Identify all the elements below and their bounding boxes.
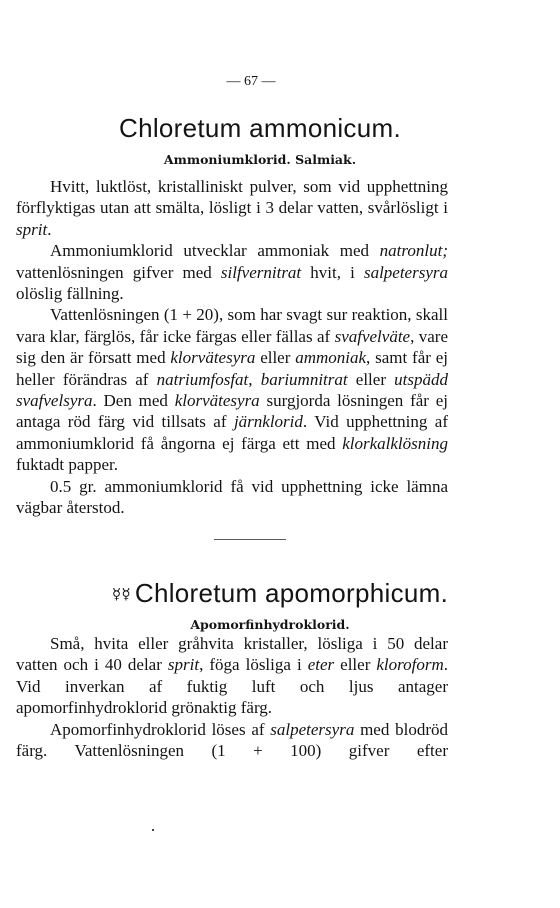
- text-run: eller: [334, 655, 377, 675]
- italic-term: salpetersyra: [270, 719, 355, 739]
- italic-term: utspädd svafvelsyra: [16, 369, 449, 411]
- text-run: Vattenlösningen (1 + 20), som har svagt sur reaktion, skall vara klar, färglös, får icke färgas eller fällas af: [16, 305, 448, 346]
- italic-term: svafvelväte: [334, 326, 411, 346]
- text-run: olöslig fällning.: [16, 284, 124, 304]
- italic-term: sprit: [167, 655, 200, 675]
- text-run: Ammoniumklorid utvecklar ammoniak med: [50, 241, 380, 261]
- italic-term: järnklorid: [233, 412, 303, 432]
- text-run: 0.5 gr. ammoniumklorid få vid upphettning icke lämna vägbar återstod.: [16, 476, 448, 518]
- italic-term: natriumfosfat: [156, 369, 249, 389]
- text-run: vattenlösningen gifver med: [16, 262, 221, 282]
- paragraph: [16, 719, 448, 762]
- italic-term: bariumnitrat: [260, 369, 348, 389]
- text-run: , föga lösliga i: [199, 655, 308, 675]
- text-run: Små, hvita eller gråhvita kristaller, lösliga i 50 delar vatten och i 40 delar: [16, 634, 448, 675]
- text-run: .: [47, 219, 52, 239]
- section-divider: [214, 539, 286, 540]
- text-run: Hvitt, luktlöst, kristalliniskt pulver, som vid upphettning förflyktigas utan att smälta, lösligt i 3 delar vatten, svårlösligt i: [16, 177, 448, 218]
- italic-term: natronlut;: [379, 241, 448, 261]
- italic-term: silfvernitrat: [220, 262, 302, 282]
- italic-term: kloroform: [376, 655, 444, 675]
- text-run: med blodröd färg. Vattenlösningen (1 + 100) gifver efter: [16, 719, 448, 761]
- italic-term: klorvätesyra: [174, 391, 260, 411]
- section-subtitle-apomorfinhydroklorid: Apomorfinhydroklorid.: [190, 617, 350, 632]
- text-run: , samt får ej heller förändras af: [16, 348, 448, 389]
- paragraph: [16, 476, 448, 519]
- text-run: , vare sig den är försatt med: [16, 326, 448, 368]
- section-title-text: Chloretum apomorphicum.: [134, 578, 449, 608]
- paragraph: [16, 633, 448, 719]
- italic-term: eter: [307, 655, 335, 675]
- text-run: . Vid inverkan af fuktig luft och ljus antager apomorfinhydroklorid grönaktig färg.: [16, 655, 449, 718]
- text-run: Apomorfinhydroklorid löses af: [50, 719, 271, 739]
- paragraph: [16, 304, 448, 475]
- text-run: fuktadt papper.: [16, 455, 118, 475]
- section-subtitle-ammoniumklorid: Ammoniumklorid. Salmiak.: [163, 152, 357, 167]
- section-title-chloretum-apomorphicum: [0, 578, 560, 609]
- print-speck: [152, 829, 154, 831]
- section-body-chloretum-apomorphicum: [16, 633, 448, 761]
- italic-term: ammoniak: [295, 348, 367, 368]
- section-title-chloretum-ammonicum: Chloretum ammonicum.: [119, 113, 401, 143]
- section-body-chloretum-ammonicum: [16, 176, 448, 519]
- text-run: ,: [248, 369, 261, 389]
- text-run: . Vid upphettning af ammoniumklorid få ångorna ej färga ett med: [16, 412, 448, 453]
- italic-term: klorkalklösning: [342, 433, 448, 453]
- page-number: — 67 —: [226, 74, 276, 89]
- poison-marks-icon: ☿☿: [111, 585, 131, 603]
- text-run: hvit, i: [301, 262, 364, 282]
- text-run: eller: [347, 369, 395, 389]
- paragraph: [16, 240, 448, 304]
- italic-term: sprit: [16, 219, 48, 239]
- text-run: . Den med: [92, 391, 175, 411]
- text-run: eller: [255, 348, 296, 368]
- italic-term: klorvätesyra: [170, 348, 256, 368]
- paragraph: [16, 176, 448, 240]
- text-run: surgjorda lösningen får ej antaga röd färg vid tillsats af: [16, 391, 448, 432]
- italic-term: salpetersyra: [363, 262, 448, 282]
